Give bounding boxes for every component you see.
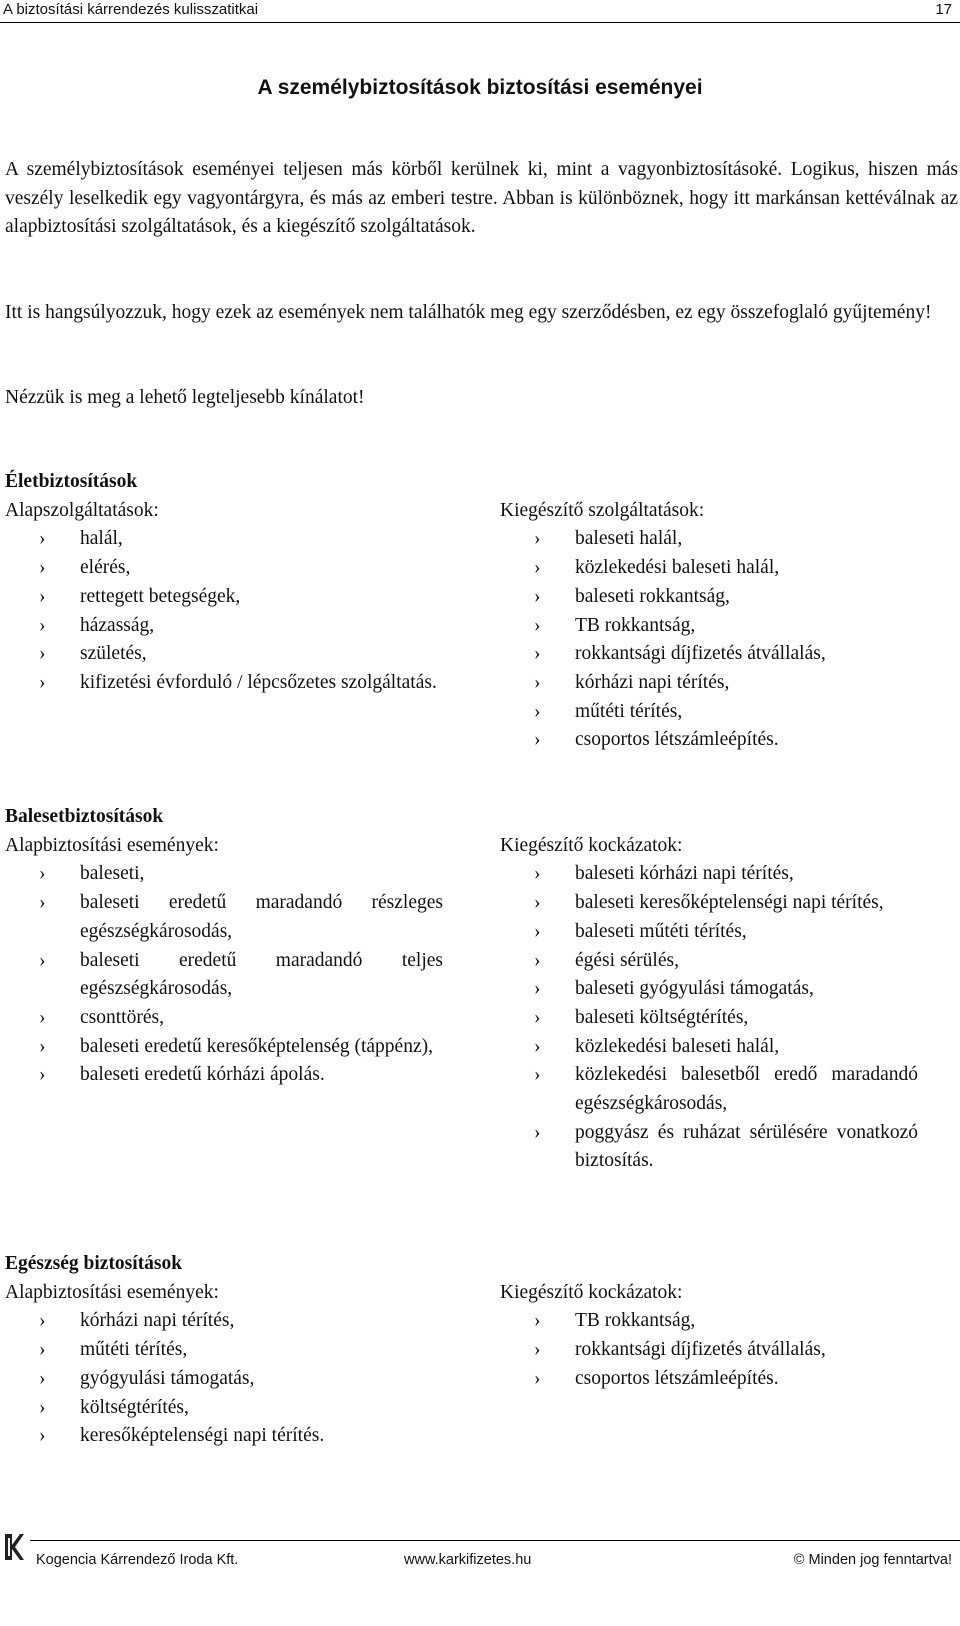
bullet-icon: › [534, 614, 541, 636]
list-item-text: rokkantsági díjfizetés átvállalás, [575, 643, 826, 665]
list-item-text: gyógyulási támogatás, [80, 1367, 255, 1389]
bullet-icon: › [534, 1121, 541, 1143]
list-item [500, 889, 918, 918]
list-item [500, 554, 945, 583]
list-item [500, 525, 945, 554]
list-item [500, 1307, 945, 1336]
bullet-icon: › [534, 729, 541, 751]
lead-paragraph: Nézzük is meg a lehető legteljesebb kínálatot! [5, 387, 365, 408]
list-item [5, 1336, 443, 1365]
list-item-text: baleseti műtéti térítés, [575, 920, 747, 942]
list-item [500, 640, 945, 669]
base-events-column [5, 832, 443, 1090]
bullet-icon: › [39, 1006, 46, 1028]
bullet-icon: › [534, 585, 541, 607]
extra-risks-list [500, 1307, 945, 1393]
page-footer [0, 1532, 960, 1626]
bullet-icon: › [534, 1006, 541, 1028]
column-heading: Alapbiztosítási események: [5, 1281, 219, 1303]
bullet-icon: › [534, 671, 541, 693]
footer-website-link[interactable]: www.karkifizetes.hu [404, 1552, 532, 1568]
page-header [0, 0, 960, 23]
list-item-text: csonttörés, [80, 1006, 164, 1028]
list-item-text: kórházi napi térítés, [80, 1310, 235, 1332]
bullet-icon: › [39, 1035, 46, 1057]
list-item [5, 525, 443, 554]
list-item-text: TB rokkantság, [575, 614, 696, 636]
bullet-icon: › [39, 1310, 46, 1332]
extra-risks-list [500, 860, 918, 1176]
list-item-text: baleseti, [80, 863, 145, 885]
list-item-text: közlekedési baleseti halál, [575, 557, 780, 579]
bullet-icon: › [534, 892, 541, 914]
list-item-text: baleseti eredetű maradandó teljes egészségkárosodás, [80, 949, 443, 1000]
list-item [500, 669, 945, 698]
header-title: A biztosítási kárrendezés kulisszatitkai [3, 1, 259, 18]
bullet-icon: › [39, 949, 46, 971]
base-events-list [5, 1307, 443, 1451]
section-title: Egészség biztosítások [5, 1253, 183, 1274]
list-item-text: születés, [80, 643, 147, 665]
list-item [500, 583, 945, 612]
list-item-text: baleseti keresőképtelenségi napi térítés, [575, 892, 884, 914]
bullet-icon: › [39, 892, 46, 914]
list-item-text: költségtérítés, [80, 1396, 189, 1418]
bullet-icon: › [39, 1425, 46, 1447]
list-item-text: baleseti eredetű kórházi ápolás. [80, 1064, 325, 1086]
column-heading: Kiegészítő szolgáltatások: [500, 499, 705, 521]
extra-services-list [500, 525, 945, 755]
list-item [5, 1365, 443, 1394]
bullet-icon: › [534, 863, 541, 885]
section-accident [5, 803, 958, 1193]
section-health [5, 1250, 958, 1460]
bullet-icon: › [39, 1064, 46, 1086]
list-item-text: TB rokkantság, [575, 1310, 696, 1332]
list-item [500, 975, 918, 1004]
bullet-icon: › [534, 700, 541, 722]
list-item-text: közlekedési baleseti halál, [575, 1035, 780, 1057]
list-item [500, 918, 918, 947]
list-item-text: közlekedési balesetből eredő maradandó egészségkárosodás, [575, 1064, 918, 1115]
list-item-text: baleseti eredetű keresőképtelenség (táppénz), [80, 1035, 433, 1057]
list-item-text: kórházi napi térítés, [575, 671, 730, 693]
list-item-text: halál, [80, 528, 123, 550]
list-item-text: baleseti rokkantság, [575, 585, 730, 607]
bullet-icon: › [39, 1396, 46, 1418]
list-item [500, 860, 918, 889]
bullet-icon: › [534, 949, 541, 971]
list-item-text: baleseti halál, [575, 528, 683, 550]
extra-risks-column [500, 832, 918, 1176]
bullet-icon: › [39, 671, 46, 693]
list-item-text: csoportos létszámleépítés. [575, 1367, 779, 1389]
list-item-text: égési sérülés, [575, 949, 679, 971]
footer-company: Kogencia Kárrendező Iroda Kft. [36, 1552, 239, 1568]
bullet-icon: › [534, 1339, 541, 1361]
bullet-icon: › [39, 528, 46, 550]
extra-services-column [500, 497, 945, 755]
list-item [5, 1004, 443, 1033]
bullet-icon: › [39, 643, 46, 665]
column-heading: Kiegészítő kockázatok: [500, 1281, 683, 1303]
bullet-icon: › [534, 1310, 541, 1332]
bullet-icon: › [534, 643, 541, 665]
list-item [500, 1336, 945, 1365]
page-number: 17 [935, 1, 952, 18]
column-heading: Alapbiztosítási események: [5, 834, 219, 856]
list-item-text: kifizetési évforduló / lépcsőzetes szolgáltatás. [80, 671, 437, 693]
list-item [5, 583, 443, 612]
bullet-icon: › [39, 557, 46, 579]
bullet-icon: › [534, 920, 541, 942]
list-item [500, 698, 945, 727]
extra-risks-column [500, 1279, 945, 1394]
section-life [5, 468, 958, 758]
list-item [5, 612, 443, 641]
list-item-text: poggyász és ruházat sérülésére vonatkozó biztosítás. [575, 1121, 918, 1172]
base-services-list [5, 525, 443, 697]
list-item [500, 1061, 918, 1118]
list-item-text: baleseti költségtérítés, [575, 1006, 749, 1028]
bullet-icon: › [39, 863, 46, 885]
base-events-list [5, 860, 443, 1090]
section-title: Életbiztosítások [5, 471, 138, 492]
bullet-icon: › [39, 1339, 46, 1361]
section-title: Balesetbiztosítások [5, 806, 164, 827]
list-item [5, 860, 443, 889]
footer-copyright: © Minden jog fenntartva! [793, 1552, 952, 1568]
list-item [500, 1033, 918, 1062]
list-item-text: házasság, [80, 614, 155, 636]
bullet-icon: › [534, 1064, 541, 1086]
bullet-icon: › [534, 978, 541, 1000]
company-logo [3, 1532, 25, 1562]
bullet-icon: › [534, 1035, 541, 1057]
list-item-text: rettegett betegségek, [80, 585, 241, 607]
list-item [5, 1033, 443, 1062]
list-item [5, 1307, 443, 1336]
intro-paragraph: A személybiztosítások eseményei teljesen más körből kerülnek ki, mint a vagyonbiztosításoké. Logikus, hiszen más veszély leselkedik egy vagyontárgyra, és más az emberi testre. Abban is különböznek, hogy itt markánsan kettéválnak az alapbiztosítási szolgáltatások, és a kiegészítő szolgáltatások. [5, 159, 958, 238]
bullet-icon: › [39, 614, 46, 636]
list-item-text: műtéti térítés, [80, 1339, 188, 1361]
list-item [500, 1004, 918, 1033]
list-item [5, 554, 443, 583]
list-item [500, 612, 945, 641]
list-item [5, 947, 443, 1004]
list-item [5, 640, 443, 669]
page-title: A személybiztosítások biztosítási eseményei [257, 76, 703, 99]
list-item [500, 726, 945, 755]
list-item [5, 889, 443, 946]
column-heading: Alapszolgáltatások: [5, 499, 159, 521]
list-item [5, 669, 443, 698]
list-item [5, 1394, 443, 1423]
list-item-text: baleseti gyógyulási támogatás, [575, 978, 814, 1000]
list-item [5, 1422, 443, 1451]
bullet-icon: › [39, 585, 46, 607]
list-item [500, 947, 918, 976]
column-heading: Kiegészítő kockázatok: [500, 834, 683, 856]
base-events-column [5, 1279, 443, 1451]
base-services-column [5, 497, 443, 698]
list-item [500, 1365, 945, 1394]
bullet-icon: › [534, 557, 541, 579]
bullet-icon: › [39, 1367, 46, 1389]
list-item-text: rokkantsági díjfizetés átvállalás, [575, 1339, 826, 1361]
bullet-icon: › [534, 528, 541, 550]
list-item-text: elérés, [80, 557, 131, 579]
list-item-text: baleseti kórházi napi térítés, [575, 863, 794, 885]
list-item-text: keresőképtelenségi napi térítés. [80, 1425, 325, 1447]
list-item [5, 1061, 443, 1090]
footer-divider [30, 1540, 960, 1541]
list-item [500, 1119, 918, 1176]
list-item-text: csoportos létszámleépítés. [575, 729, 779, 751]
list-item-text: műtéti térítés, [575, 700, 683, 722]
bullet-icon: › [534, 1367, 541, 1389]
note-paragraph: Itt is hangsúlyozzuk, hogy ezek az események nem találhatók meg egy szerződésben, ez egy összefoglaló gyűjtemény! [5, 302, 932, 323]
list-item-text: baleseti eredetű maradandó részleges egészségkárosodás, [80, 892, 443, 942]
